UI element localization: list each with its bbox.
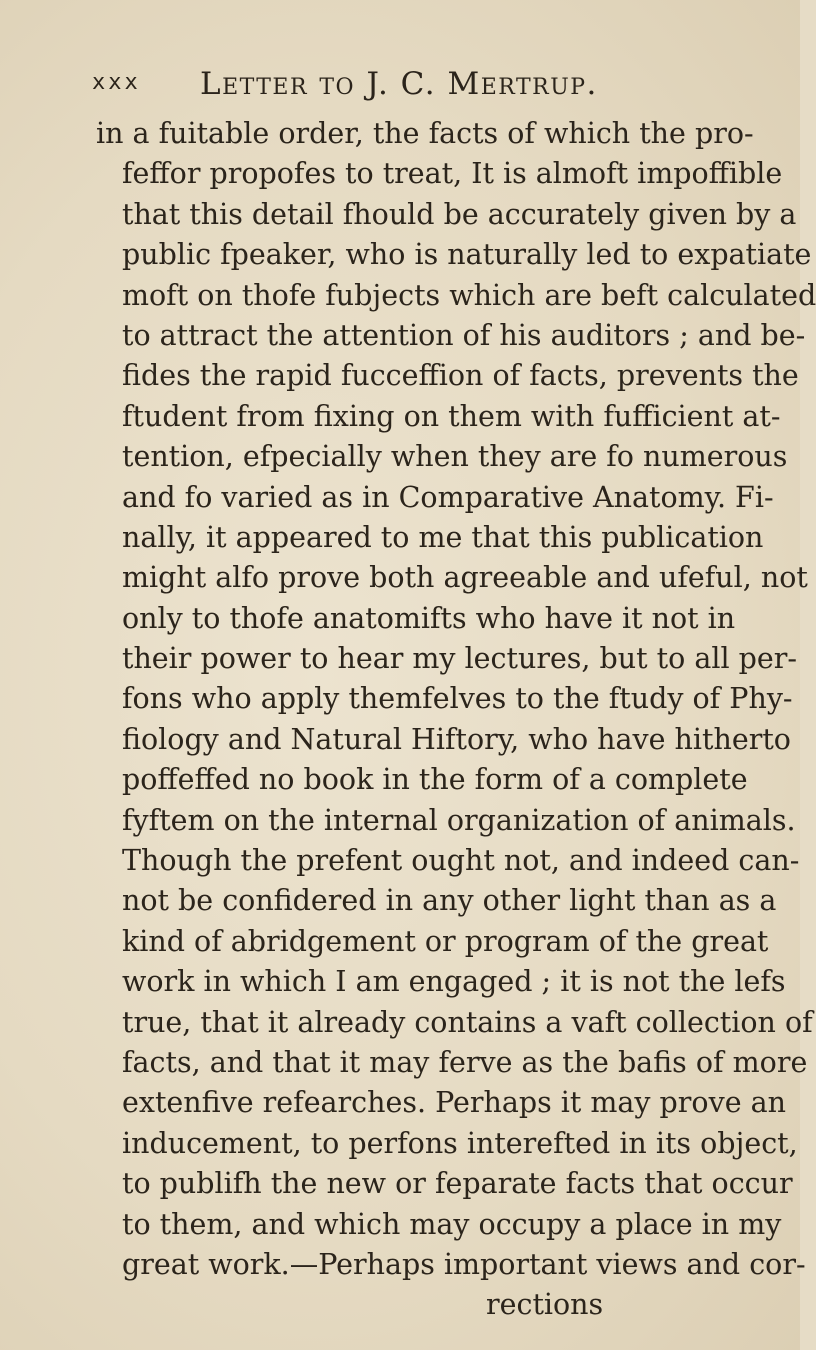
text-line: moft on thofe fubjects which are beft calculated [122,278,816,312]
text-line: feffor propofes to treat, It is almoft impoffible [122,157,783,191]
text-line: true, that it already contains a vaft collection of [122,1005,813,1039]
running-head [92,66,712,110]
text-line: extenfive refearches. Perhaps it may prove an [122,1086,786,1120]
text-line: to publifh the new or feparate facts that occur [122,1167,793,1201]
text-line: nally, it appeared to me that this publication [122,520,764,554]
text-line: might alfo prove both agreeable and ufeful, not [122,561,808,595]
text-line: to attract the attention of his auditors ; and be- [122,318,806,352]
text-line: inducement, to perfons interefted in its object, [122,1126,798,1160]
text-line: fiology and Natural Hiftory, who have hitherto [122,722,791,756]
running-title: Letter to J. C. Mertrup. [200,66,598,102]
text-line: that this detail fhould be accurately given by a [122,197,797,231]
text-line: kind of abridgement or program of the great [122,924,769,958]
text-line: their power to hear my lectures, but to all per- [122,642,797,676]
text-line: facts, and that it may ferve as the bafis of more [122,1045,808,1079]
text-line: fyftem on the internal organization of animals. [122,803,796,837]
text-line: to them, and which may occupy a place in my [122,1207,782,1241]
text-line: great work.—Perhaps important views and cor- [122,1247,806,1281]
text-line: ftudent from fixing on them with fufficient at- [122,399,781,433]
text-line: public fpeaker, who is naturally led to expatiate [122,238,812,272]
text-line: poffeffed no book in the form of a complete [122,763,748,797]
text-line: only to thofe anatomifts who have it not in [122,601,736,635]
text-line: tention, efpecially when they are fo numerous [122,440,788,474]
page-number: xxx [92,70,141,95]
body-text [96,114,816,1326]
text-line: in a fuitable order, the facts of which the pro- [96,117,754,150]
catchword: rections [486,1288,604,1322]
text-line: not be confidered in any other light than as a [122,884,777,918]
text-line: work in which I am engaged ; it is not the lefs [122,965,786,999]
text-line: and fo varied as in Comparative Anatomy. Fi- [122,480,774,514]
text-line: fides the rapid fucceffion of facts, prevents the [122,359,799,393]
text-line: fons who apply themfelves to the ftudy of Phy- [122,682,793,716]
text-line: Though the prefent ought not, and indeed can- [122,844,800,878]
